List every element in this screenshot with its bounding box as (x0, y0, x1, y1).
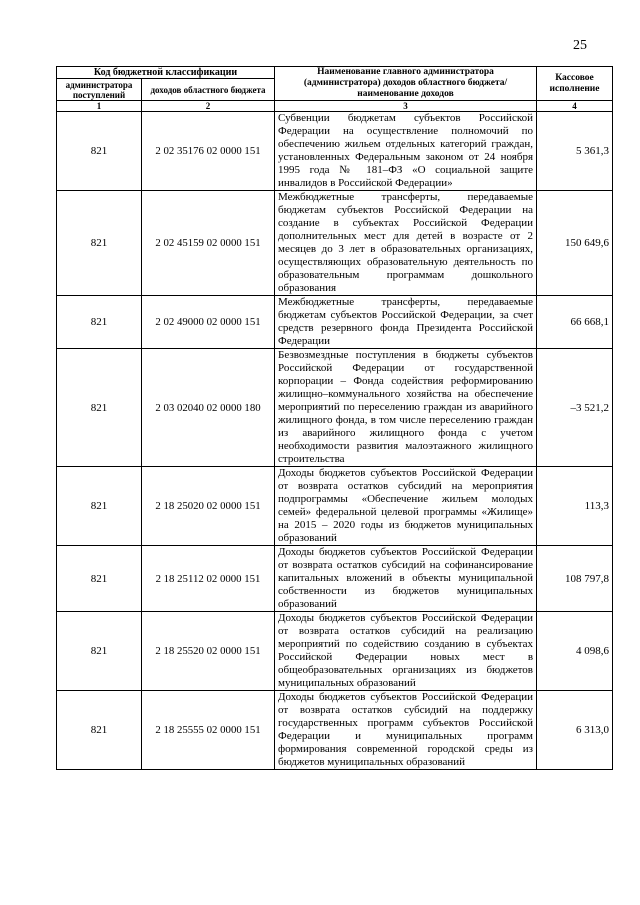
header-amount: Кассовое исполнение (537, 67, 613, 101)
table-row (57, 691, 613, 770)
cell-code: 2 03 02040 02 0000 180 (142, 349, 275, 467)
cell-admin: 821 (57, 296, 142, 349)
cell-admin: 821 (57, 112, 142, 191)
cell-admin: 821 (57, 691, 142, 770)
cell-code: 2 02 35176 02 0000 151 (142, 112, 275, 191)
cell-code: 2 18 25112 02 0000 151 (142, 546, 275, 612)
budget-income-table (56, 66, 613, 770)
cell-admin: 821 (57, 349, 142, 467)
header-admin: администратора поступлений (57, 79, 142, 101)
cell-code: 2 18 25020 02 0000 151 (142, 467, 275, 546)
cell-amount: 150 649,6 (537, 191, 613, 296)
header-num-2: 2 (142, 101, 275, 112)
cell-code: 2 18 25520 02 0000 151 (142, 612, 275, 691)
table-row (57, 191, 613, 296)
header-code-group: Код бюджетной классификации (57, 67, 275, 79)
cell-name: Доходы бюджетов субъектов Российской Федерации от возврата остатков субсидий на софинансирование капитальных вложений в объекты муниципальной собственности из бюджетов муниципальных образований (275, 546, 537, 612)
header-income: доходов областного бюджета (142, 79, 275, 101)
cell-amount: 6 313,0 (537, 691, 613, 770)
cell-name: Доходы бюджетов субъектов Российской Федерации от возврата остатков субсидий на мероприятия подпрограммы «Обеспечение жильем молодых семей» федеральной целевой программы «Жилище» на 2015 – 2020 годы из бюджетов муниципальных образований (275, 467, 537, 546)
table-row (57, 296, 613, 349)
header-num-4: 4 (537, 101, 613, 112)
cell-code: 2 02 45159 02 0000 151 (142, 191, 275, 296)
header-num-3: 3 (275, 101, 537, 112)
header-num-1: 1 (57, 101, 142, 112)
cell-admin: 821 (57, 191, 142, 296)
table-row (57, 467, 613, 546)
cell-name: Доходы бюджетов субъектов Российской Федерации от возврата остатков субсидий на поддержку государственных программ субъектов Российской Федерации и муниципальных программ формирования современной городской среды из бюджетов муниципальных образований (275, 691, 537, 770)
cell-name: Доходы бюджетов субъектов Российской Федерации от возврата остатков субсидий на реализацию мероприятий по содействию созданию в субъектах Российской Федерации новых мест в общеобразовательных организациях из бюджетов муниципальных образований (275, 612, 537, 691)
cell-amount: –3 521,2 (537, 349, 613, 467)
cell-admin: 821 (57, 612, 142, 691)
cell-admin: 821 (57, 467, 142, 546)
cell-name: Межбюджетные трансферты, передаваемые бюджетам субъектов Российской Федерации, за счет средств резервного фонда Президента Российской Федерации (275, 296, 537, 349)
cell-amount: 113,3 (537, 467, 613, 546)
cell-name: Межбюджетные трансферты, передаваемые бюджетам субъектов Российской Федерации на создание в субъектах Российской Федерации дополнительных мест для детей в возрасте от 2 месяцев до 3 лет в образовательных организациях, осуществляющих образовательную деятельность по образовательным программам дошкольного образования (275, 191, 537, 296)
table-row (57, 612, 613, 691)
cell-amount: 108 797,8 (537, 546, 613, 612)
cell-admin: 821 (57, 546, 142, 612)
cell-name: Безвозмездные поступления в бюджеты субъектов Российской Федерации от государственной корпорации – Фонда содействия реформированию жилищно–коммунального хозяйства на обеспечение мероприятий по переселению граждан из аварийного жилищного фонда, в том числе переселению граждан из аварийного жилищного фонда с учетом необходимости развития малоэтажного жилищного строительства (275, 349, 537, 467)
header-name: Наименование главного администратора (администратора) доходов областного бюджета/ наименование доходов (275, 67, 537, 101)
cell-amount: 5 361,3 (537, 112, 613, 191)
cell-name: Субвенции бюджетам субъектов Российской Федерации на осуществление полномочий по обеспечению жильем отдельных категорий граждан, установленных Федеральным законом от 24 ноября 1995 года № 181–ФЗ «О социальной защите инвалидов в Российской Федерации» (275, 112, 537, 191)
cell-amount: 4 098,6 (537, 612, 613, 691)
table-row (57, 546, 613, 612)
cell-code: 2 18 25555 02 0000 151 (142, 691, 275, 770)
table-row (57, 112, 613, 191)
table-row (57, 349, 613, 467)
cell-code: 2 02 49000 02 0000 151 (142, 296, 275, 349)
cell-amount: 66 668,1 (537, 296, 613, 349)
page-number: 25 (573, 38, 587, 53)
